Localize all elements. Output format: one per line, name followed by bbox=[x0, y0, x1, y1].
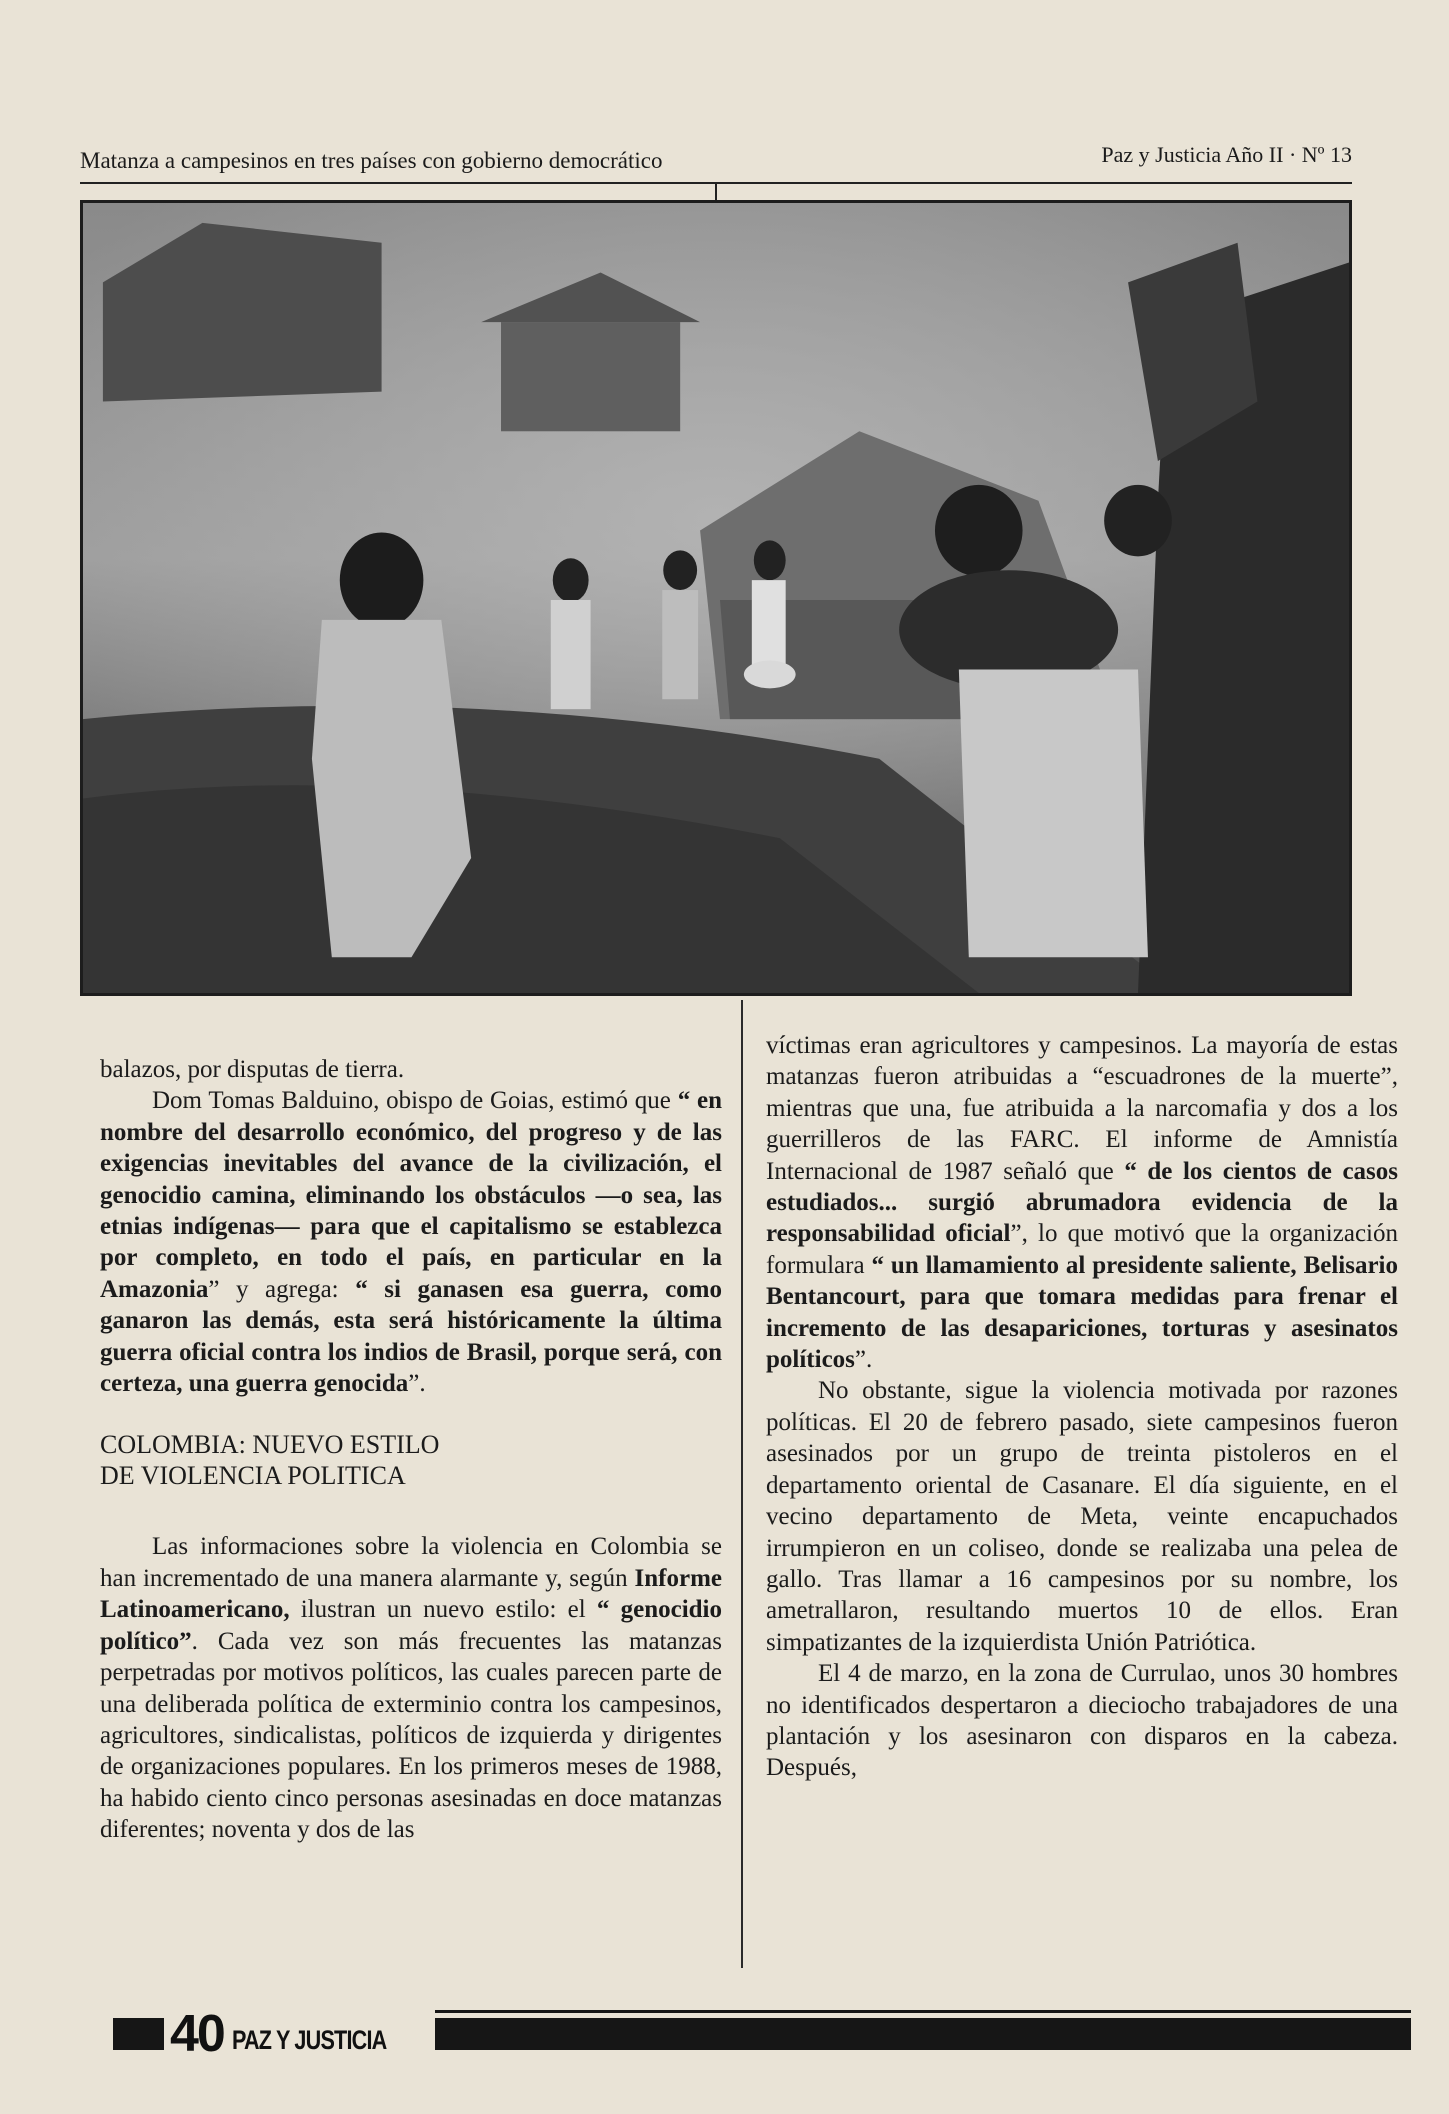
paragraph: No obstante, sigue la violencia motivada por razones políticas. El 20 de febrero pasado, siete campesinos fueron asesinados por un grupo de treinta pistoleros en el departamento oriental de Casanare. El día siguiente, en el vecino departamento de Meta, veinte encapuchados irrumpieron en un coliseo, donde se realizaba una pelea de gallo. Tras llamar a 16 campesinos por su nombre, los ametrallaron, resultando muertos 10 de ellos. Eran simpatizantes de la izquierdista Unión Patriótica. bbox=[766, 1377, 1398, 1656]
text-run: víctimas eran agricultores y campesinos. La mayoría de estas matanzas fueron atribuidas a “escuadrones de la muerte”, mientras que una, fue atribuida a la narcomafia y dos a los guerrilleros de las FARC. El informe de Amnistía Internacional de 1987 señaló que bbox=[766, 1032, 1398, 1185]
quote-bold: “ si ganasen esa guerra, como ganaron las demás, esta será históricamente la última guerra oficial contra los indios de Brasil, porque será, con certeza, una guerra genocida bbox=[100, 1275, 723, 1398]
footer-rule bbox=[375, 2010, 1411, 2013]
village-photo-illustration bbox=[83, 203, 1349, 993]
source-name: Informe Latinoamericano, bbox=[100, 1564, 722, 1624]
quote-bold: “ genocidio político” bbox=[100, 1596, 722, 1655]
column-divider bbox=[741, 1000, 743, 1968]
text-run: . Cada vez son más frecuentes las matanzas perpetradas por motivos políticos, las cuales parecen parte de una deliberada política de exterminio contra los campesinos, agricultores, sindicalistas, políticos de izquierda y dirigentes de organizaciones populares. En los primeros meses de 1988, ha habido ciento cinco personas asesinadas en doce matanzas diferentes; noventa y dos de las bbox=[100, 1627, 722, 1844]
text-run: Las informaciones sobre la violencia en Colombia se han incrementado de una manera alarmante y, según bbox=[100, 1533, 722, 1592]
page-number: 40 bbox=[170, 2005, 224, 2063]
text-run: ” y agrega: bbox=[208, 1275, 356, 1303]
section-heading bbox=[100, 1429, 722, 1491]
running-header bbox=[80, 132, 1352, 184]
section-heading-line: DE VIOLENCIA POLITICA bbox=[100, 1461, 406, 1491]
paragraph bbox=[766, 1030, 1398, 1375]
section-heading-line: COLOMBIA: NUEVO ESTILO bbox=[100, 1430, 440, 1460]
text-run: ”. bbox=[854, 1346, 873, 1374]
publication-name: PAZ Y JUSTICIA bbox=[231, 2025, 387, 2055]
text-run: ”, lo que motivó que la organización formulara bbox=[766, 1220, 1398, 1279]
paragraph: El 4 de marzo, en la zona de Currulao, unos 30 hombres no identificados despertaron a dieciocho trabajadores de una plantación y los asesinaron con disparos en la cabeza. Después, bbox=[766, 1660, 1398, 1782]
left-column bbox=[100, 1054, 722, 1846]
text-run: ”. bbox=[408, 1370, 426, 1398]
quote-bold: “ un llamamiento al presidente saliente, Belisario Bentancourt, para que tomara medidas para frenar el incremento de las desapariciones, torturas y asesinatos políticos bbox=[766, 1251, 1399, 1374]
quote-bold: “ en nombre del desarrollo económico, del progreso y de las exigencias inevitables del avance de la civilización, el genocidio camina, eliminando los obstáculos —o sea, las etnias indígenas— para que el capitalismo se establezca por completo, en todo el país, en particular en la Amazonia bbox=[100, 1087, 722, 1303]
paragraph: balazos, por disputas de tierra. bbox=[100, 1056, 405, 1083]
footer-folio bbox=[164, 2005, 435, 2063]
text-run: Dom Tomas Balduino, obispo de Goias, estimó que bbox=[152, 1087, 678, 1115]
issue-info: Paz y Justicia Año II · Nº 13 bbox=[1101, 142, 1352, 167]
article-title: Matanza a campesinos en tres países con gobierno democrático bbox=[80, 148, 663, 173]
text-run: ilustran un nuevo estilo: el bbox=[289, 1596, 597, 1624]
quote-bold: “ de los cientos de casos estudiados... surgió abrumadora evidencia de la responsabilidad oficial bbox=[766, 1157, 1399, 1248]
paragraph bbox=[100, 1531, 722, 1845]
right-column bbox=[766, 1030, 1398, 1784]
village-photo bbox=[80, 200, 1352, 996]
paragraph bbox=[100, 1085, 722, 1399]
